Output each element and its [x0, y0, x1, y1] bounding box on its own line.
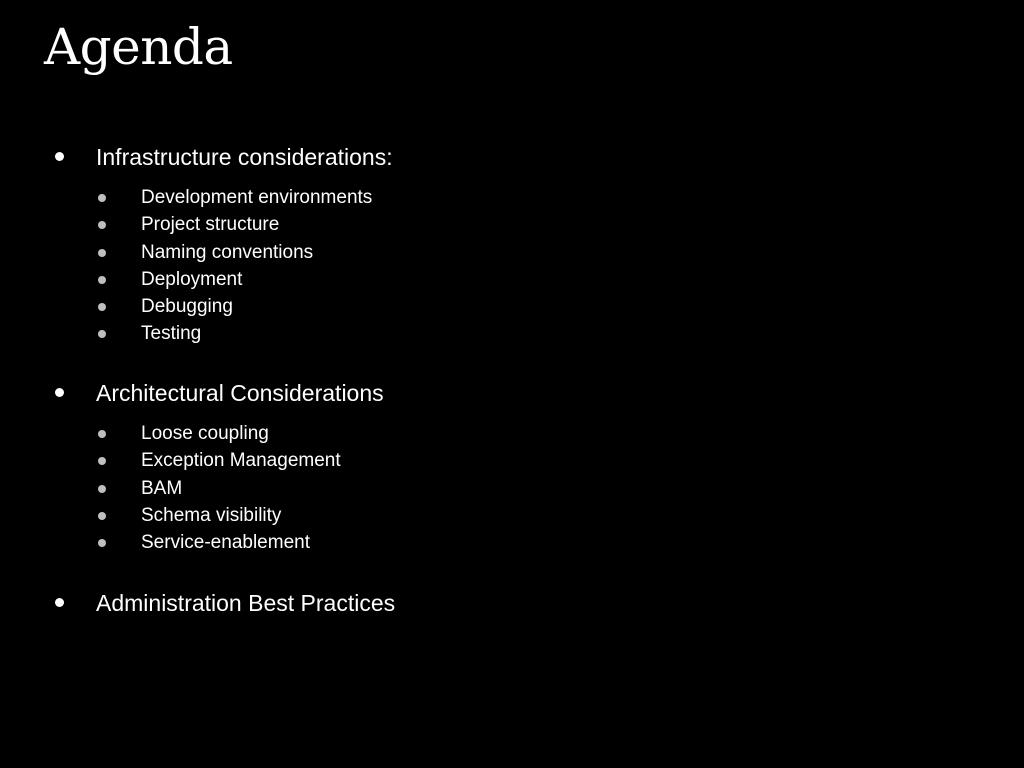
sub-bullet-icon	[98, 457, 106, 465]
agenda-item-heading: Infrastructure considerations:	[96, 144, 393, 170]
sub-bullet-icon	[98, 485, 106, 493]
sub-bullet-icon	[98, 330, 106, 338]
sub-item-text: Debugging	[141, 296, 233, 318]
slide-title: Agenda	[44, 18, 233, 76]
sub-bullet-icon	[98, 221, 106, 229]
sub-bullet-icon	[98, 512, 106, 520]
sub-bullet-icon	[98, 539, 106, 547]
sub-item-text: Development environments	[141, 187, 373, 208]
sub-bullet-icon	[98, 194, 106, 202]
sub-item-text: Loose coupling	[141, 423, 269, 444]
sub-item-text: Deployment	[141, 268, 243, 290]
sub-bullet-icon	[98, 249, 106, 257]
sub-item-text: Testing	[141, 323, 202, 345]
bullet-icon	[55, 598, 64, 607]
sub-bullet-icon	[98, 303, 106, 311]
sub-item-text: Naming conventions	[141, 241, 314, 263]
bullet-icon	[55, 388, 64, 397]
bullet-icon	[55, 152, 64, 161]
sub-item-text: Service-enablement	[141, 532, 310, 554]
agenda-item-heading: Architectural Considerations	[96, 380, 384, 406]
sub-item-text: Project structure	[141, 214, 280, 236]
sub-item-text: Schema visibility	[141, 504, 282, 526]
agenda-item-heading: Administration Best Practices	[96, 590, 396, 616]
sub-bullet-icon	[98, 276, 106, 284]
sub-item-text: BAM	[141, 477, 183, 499]
sub-bullet-icon	[98, 430, 106, 438]
sub-item-text: Exception Management	[141, 450, 341, 472]
